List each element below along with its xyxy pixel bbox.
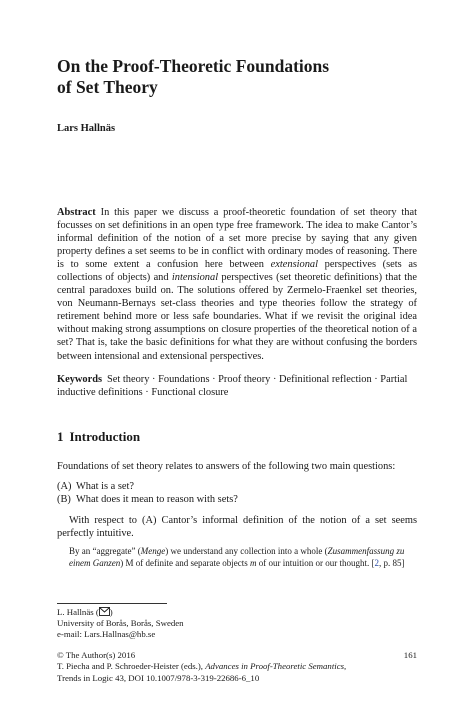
paper-title	[57, 56, 417, 98]
quote-text: , p. 85]	[378, 557, 405, 568]
author-name: Lars Hallnäs	[57, 123, 116, 134]
section-title: Introduction	[69, 429, 141, 444]
paper-title-line-2: of Set Theory	[57, 77, 158, 97]
keywords-label: Keywords	[57, 374, 103, 385]
abstract-text: In this paper we discuss a proof-theoretic foundation of set theory that focusses on set definitions in an open type free framework. The idea to make Cantor’s informal definition of the notion of a set more precise by saying that any given property defines a set seems to be in conflict with ordinary modes of reasoning. There is to some extent a confusion here between	[57, 207, 417, 271]
intro-paragraph: Foundations of set theory relates to answers of the following two main questions:	[57, 461, 396, 472]
copyright-line: © The Author(s) 2016	[57, 650, 136, 660]
envelope-icon[interactable]	[99, 607, 110, 616]
keywords-text: Set theory · Foundations · Proof theory · Definitional reflection · Partial inductive definitions · Functional closure	[57, 374, 408, 399]
abstract-text: perspectives (set theoretic definitions) that the central paradoxes build on. The solutions offered by Zermelo-Fraenkel set theories, von Neumann-Bernays set-class theories and type theories follow the strategy of retirement behind more or less safe boundaries. What if we revisit the original idea without making strong assumptions on closure properties of the theoretical notion of a set? That is, take the basic definitions for what they are without confusing the borders between intensional and extensional perspectives.	[57, 272, 417, 362]
paper-title-line-1: On the Proof-Theoretic Foundations	[57, 56, 330, 76]
question-list	[57, 480, 417, 506]
list-item	[57, 493, 417, 506]
page-number: 161	[403, 650, 417, 660]
quote-emphasis: Menge	[140, 546, 166, 556]
abstract-body	[57, 207, 417, 362]
footnote-affiliation: University of Borås, Borås, Sweden	[57, 618, 184, 629]
question-label: (B)	[57, 494, 71, 505]
abstract-label: Abstract	[57, 207, 96, 218]
quote-emphasis: m	[249, 557, 257, 568]
section-number: 1	[57, 429, 64, 444]
abstract-emphasis: extensional	[270, 259, 318, 271]
block-quote	[69, 546, 417, 570]
abstract-emphasis: intensional	[171, 272, 219, 284]
publication-info	[57, 650, 417, 684]
question-text: What does it mean to reason with sets?	[76, 494, 238, 505]
book-title: Advances in Proof-Theoretic Semantics	[205, 661, 345, 672]
footnote-author-name: L. Hallnäs (	[57, 607, 99, 617]
quote-text: ) M of definite and separate objects	[120, 557, 250, 568]
editors-suffix: ,	[344, 661, 347, 672]
quote-emphasis: Zusammenfassung zu einem Ganzen	[69, 546, 405, 568]
abstract-text: perspectives (sets as collections of objects) and	[57, 259, 417, 284]
question-text: What is a set?	[76, 481, 134, 492]
body-paragraph: With respect to (A) Cantor’s informal definition of the notion of a set seems perfectly intuitive.	[57, 515, 417, 539]
quote-text: By an “aggregate” (	[69, 546, 141, 556]
editors-prefix: T. Piecha and P. Schroeder-Heister (eds.),	[57, 661, 206, 672]
citation-link[interactable]: 2	[374, 557, 379, 568]
series-line[interactable]: Trends in Logic 43, DOI 10.1007/978-3-319-22686-6_10	[57, 672, 260, 683]
question-label: (A)	[57, 481, 72, 492]
section-heading	[57, 429, 140, 445]
footnote-author-close: )	[109, 607, 113, 617]
list-item	[57, 480, 417, 493]
author-footnote	[57, 607, 417, 641]
editors-line	[57, 661, 417, 672]
quote-text: ) we understand any collection into a whole (	[165, 546, 328, 556]
footnote-divider	[57, 603, 167, 604]
footnote-email[interactable]: e-mail: Lars.Hallnas@hb.se	[57, 629, 156, 640]
footnote-author-line	[57, 607, 417, 618]
abstract	[57, 206, 417, 363]
quote-text: of our intuition or our thought. [	[256, 557, 375, 568]
keywords	[57, 373, 417, 399]
